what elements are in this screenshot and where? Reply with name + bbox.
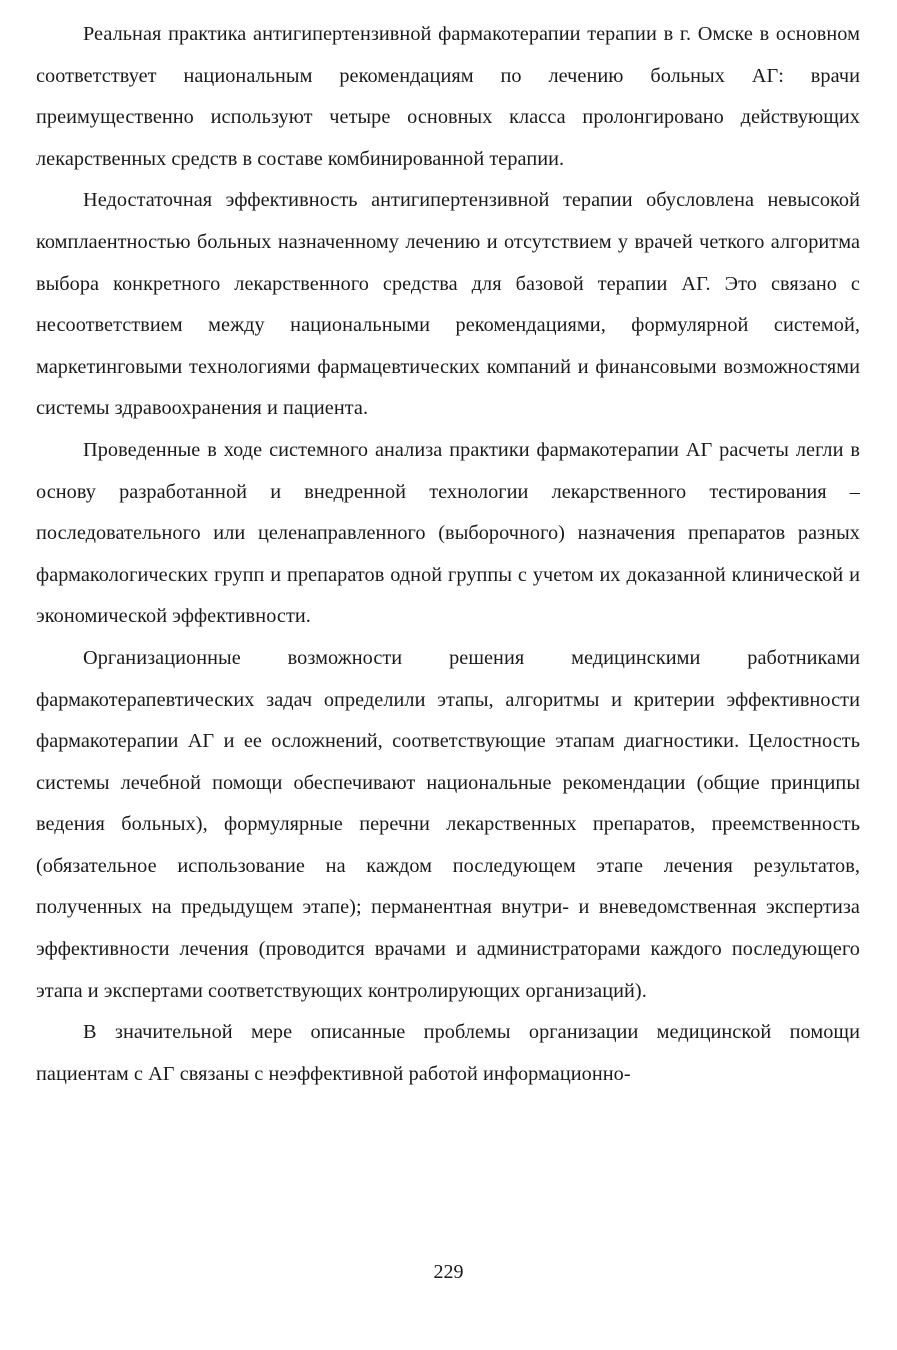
paragraph-1: Реальная практика антигипертензивной фармакотерапии терапии в г. Омске в основном соответствует национальным рекомендациям по лечению больных АГ: врачи преимущественно используют четыре основных класса пролонгировано действующих лекарственных средств в составе комбинированной терапии. bbox=[36, 23, 860, 170]
paragraph-4: Организационные возможности решения медицинскими работниками фармакотерапевтических задач определили этапы, алгоритмы и критерии эффективности фармакотерапии АГ и ее осложнений, соответствующие этапам диагностики. Целостность системы лечебной помощи обеспечивают национальные рекомендации (общие принципы ведения больных), формулярные перечни лекарственных препаратов, преемственность (обязательное использование на каждом последующем этапе лечения результатов, полученных на предыдущем этапе); перманентная внутри- и вневедомственная экспертиза эффективности лечения (проводится врачами и администраторами каждого последующего этапа и экспертами соответствующих контролирующих организаций). bbox=[36, 646, 860, 1002]
paragraph-2: Недостаточная эффективность антигипертензивной терапии обусловлена невысокой комплаентностью больных назначенному лечению и отсутствием у врачей четкого алгоритма выбора конкретного лекарственного средства для базовой терапии АГ. Это связано с несоответствием между национальными рекомендациями, формулярной системой, маркетинговыми технологиями фармацевтических компаний и финансовыми возможностями системы здравоохранения и пациента. bbox=[36, 189, 860, 420]
text-body bbox=[36, 14, 860, 1095]
page-number: 229 bbox=[433, 1261, 464, 1283]
paragraph-5: В значительной мере описанные проблемы организации медицинской помощи пациентам с АГ связаны с неэффективной работой информационно- bbox=[36, 1021, 860, 1085]
paragraph-3: Проведенные в ходе системного анализа практики фармакотерапии АГ расчеты легли в основу разработанной и внедренной технологии лекарственного тестирования – последовательного или целенаправленного (выборочного) назначения препаратов разных фармакологических групп и препаратов одной группы с учетом их доказанной клинической и экономической эффективности. bbox=[36, 438, 860, 628]
